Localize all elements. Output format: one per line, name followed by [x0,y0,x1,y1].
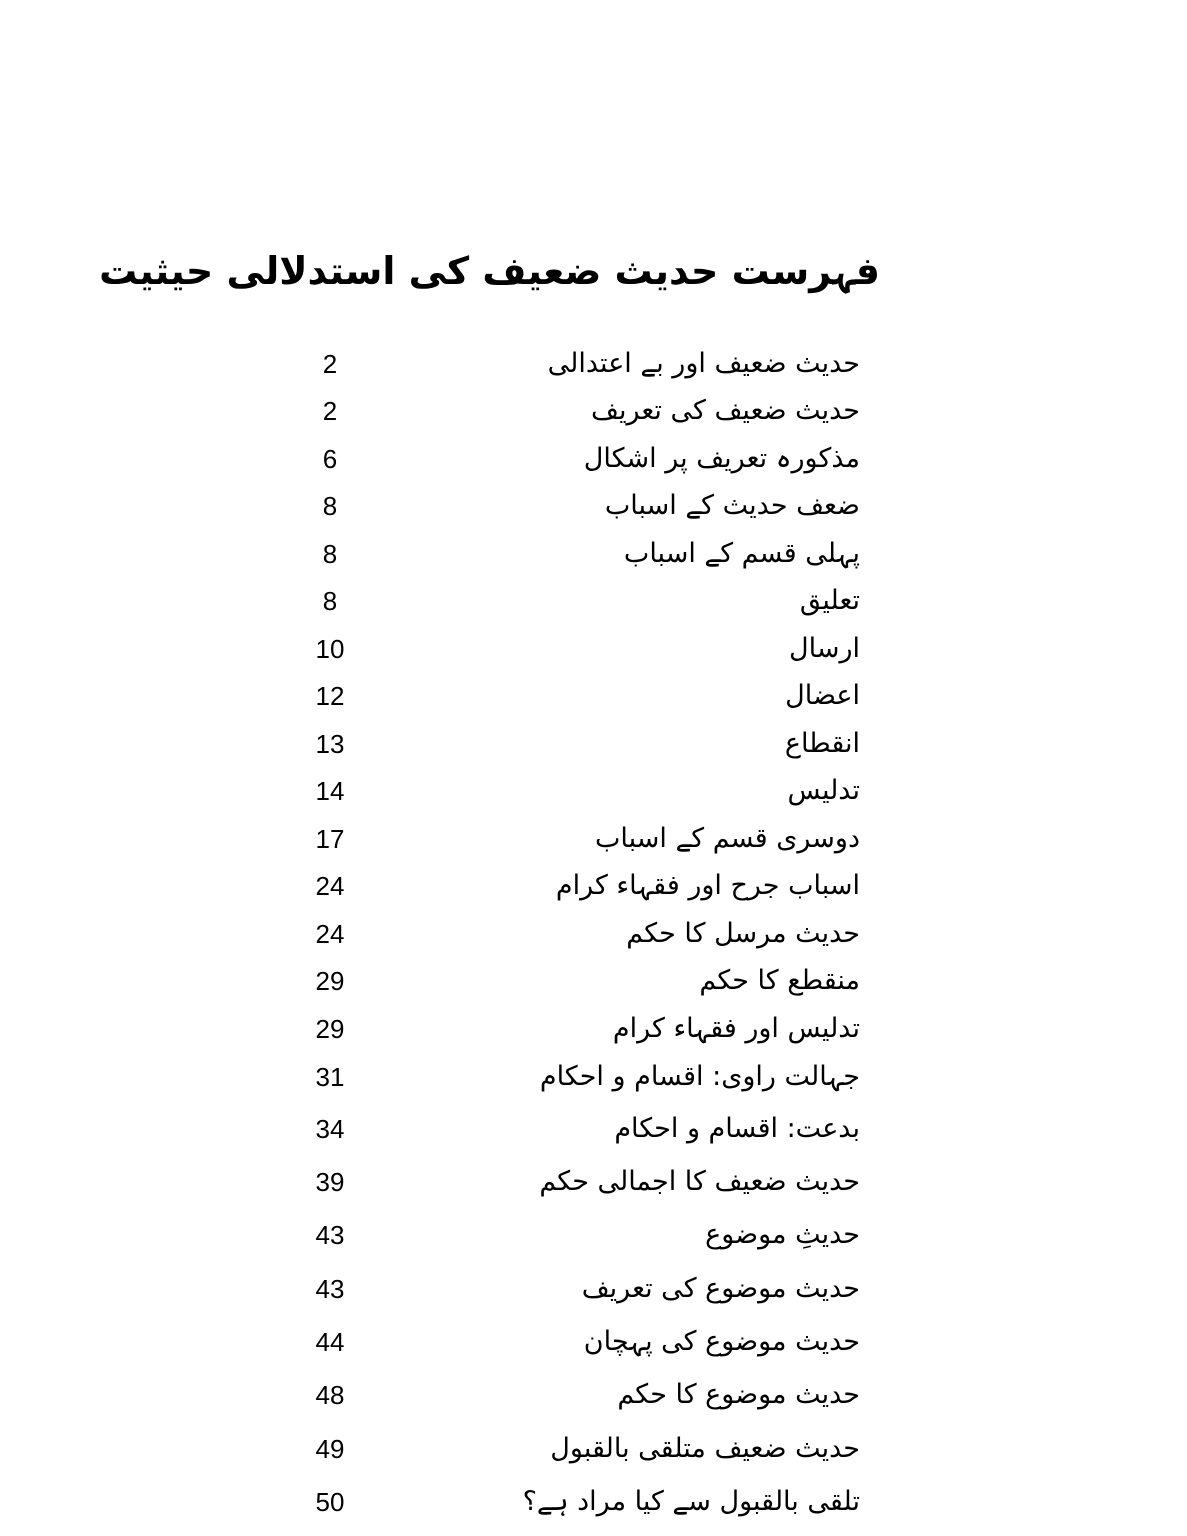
toc-entry-title: ارسال [788,633,860,664]
toc-entry-title: حدیث موضوع کی تعریف [581,1273,860,1304]
toc-entry [250,532,870,576]
toc-entry-page: 49 [315,1434,345,1464]
toc-entry-title: اسباب جرح اور فقہاء کرام [555,870,860,901]
toc-entry-title: انقطاع [784,728,860,759]
toc-entry [250,579,870,623]
toc-entry [250,1373,870,1417]
toc-entry-title: جہالت راوی: اقسام و احکام [539,1061,860,1092]
toc-entry-page: 17 [315,824,345,854]
toc-entry-page: 10 [315,634,345,664]
toc-entry-title: حدیث ضعیف کا اجمالی حکم [539,1166,860,1197]
page-title: فہرست حدیث ضعیف کی استدلالی حیثیت [99,249,880,293]
toc-entry [250,1007,870,1051]
toc-entry-page: 14 [315,776,345,806]
toc-entry-title: حدیث مرسل کا حکم [626,918,860,949]
toc-entry-page: 8 [322,539,338,569]
toc-entry-title: تلقی بالقبول سے کیا مراد ہے؟ [522,1486,860,1517]
toc-entry-page: 39 [315,1167,345,1197]
toc-entry-page: 2 [322,349,338,379]
toc-entry-title: تعلیق [799,585,860,616]
toc-entry-page: 44 [315,1327,345,1357]
toc-entry-page: 8 [322,491,338,521]
toc-entry-page: 50 [315,1487,345,1517]
toc-entry-title: منقطع کا حکم [699,965,860,996]
toc-entry-title: تدلیس [787,775,860,806]
toc-entry-page: 29 [315,966,345,996]
toc-entry-page: 34 [315,1114,345,1144]
toc-entry [250,769,870,813]
toc-entry [250,722,870,766]
toc-entry-page: 43 [315,1274,345,1304]
toc-entry-title: ضعف حدیث کے اسباب [604,490,860,521]
toc-entry [250,864,870,908]
toc-entry [250,389,870,433]
toc-entry-page: 13 [315,729,345,759]
toc-entry-title: حدیث موضوع کی پہچان [583,1326,860,1357]
toc-entry [250,484,870,528]
toc-entry-page: 2 [322,396,338,426]
toc-entry-page: 48 [315,1380,345,1410]
toc-entry [250,674,870,718]
toc-entry-title: بدعت: اقسام و احکام [614,1113,860,1144]
toc-entry-title: حدیث ضعیف متلقی بالقبول [550,1433,860,1464]
toc-entry [250,1107,870,1151]
toc-entry-title: حدیث ضعیف کی تعریف [591,395,860,426]
toc-entry [250,959,870,1003]
toc-entry [250,1267,870,1311]
toc-entry [250,1160,870,1204]
toc-entry-title: پہلی قسم کے اسباب [623,538,860,569]
toc-entry [250,627,870,671]
toc-entry [250,1320,870,1364]
toc-entry [250,437,870,481]
toc-entry-page: 12 [315,681,345,711]
toc-entry [250,1427,870,1471]
toc-entry [250,342,870,386]
toc-entry-page: 6 [322,444,338,474]
toc-entry [250,1480,870,1524]
toc-entry-page: 43 [315,1220,345,1250]
toc-entry [250,1213,870,1257]
toc-entry-page: 8 [322,586,338,616]
toc-entry-page: 24 [315,919,345,949]
toc-entry-page: 24 [315,871,345,901]
toc-entry [250,817,870,861]
toc-entry-title: حدیث ضعیف اور بے اعتدالی [547,348,860,379]
toc-entry-title: حدیث موضوع کا حکم [617,1379,860,1410]
toc-entry [250,1055,870,1099]
toc-entry-title: حدیثِ موضوع [705,1219,860,1250]
toc-entry-page: 31 [315,1062,345,1092]
toc-entry [250,912,870,956]
toc-entry-title: مذکورہ تعریف پر اشکال [583,443,860,474]
toc-entry-page: 29 [315,1014,345,1044]
toc-entry-title: اعضال [785,680,860,711]
toc-entry-title: دوسری قسم کے اسباب [594,823,860,854]
toc-entry-title: تدلیس اور فقہاء کرام [612,1013,860,1044]
